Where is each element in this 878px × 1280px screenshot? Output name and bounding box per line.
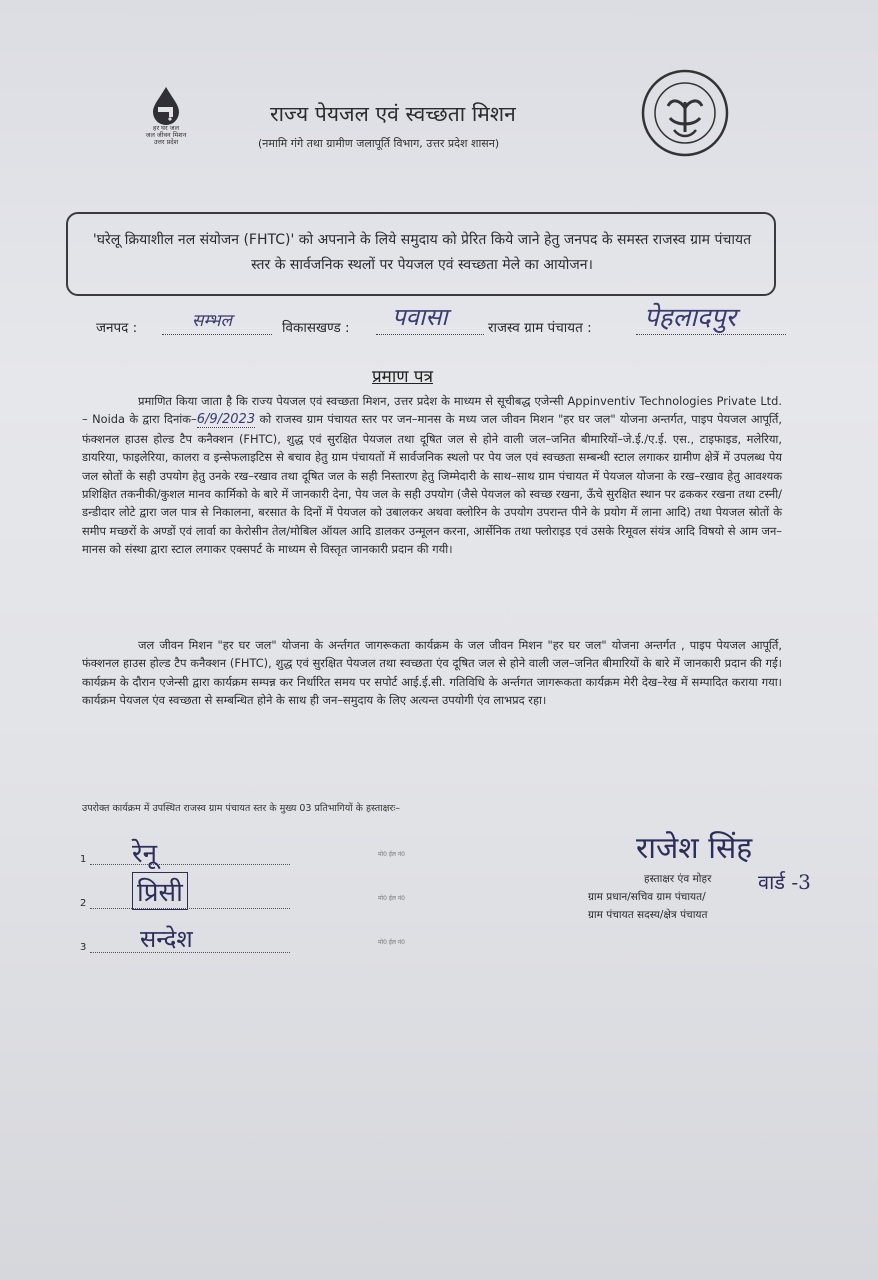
participants-intro: उपरोक्त कार्यक्रम में उपस्थित राजस्व ग्राम पंचायत स्तर के मुख्य 03 प्रतिभागियों के हस्ताक्षरः– xyxy=(82,803,400,814)
location-fields xyxy=(96,303,816,342)
certificate-title: प्रमाण पत्र xyxy=(372,367,433,387)
block-label: विकासखण्ड : xyxy=(282,320,350,336)
paragraph-1 xyxy=(82,392,782,559)
signatory-signature: राजेश सिंह xyxy=(636,831,753,866)
mobile-note: मो0 ईल नं0 xyxy=(378,895,405,902)
seal-icon xyxy=(640,68,730,158)
panchayat-value: पेहलादपुर xyxy=(644,303,737,333)
mobile-note: मो0 ईल नं0 xyxy=(378,939,405,946)
signature-seal-label: हस्ताक्षर एंव मोहर xyxy=(644,873,712,885)
har-ghar-jal-logo xyxy=(135,85,197,163)
district-value: सम्भल xyxy=(192,311,233,331)
ward-number: वार्ड -3 xyxy=(758,870,811,894)
participant-number: 3 xyxy=(80,942,87,953)
up-government-seal xyxy=(640,68,730,158)
participant-row xyxy=(80,839,440,872)
participant-signature: रेनू xyxy=(132,839,158,869)
logo-line-2: जल जीवन मिशन xyxy=(145,131,187,139)
participant-number: 1 xyxy=(80,854,87,865)
panchayat-label: राजस्व ग्राम पंचायत : xyxy=(488,320,592,336)
logo-line-3: उत्तर प्रदेश xyxy=(153,138,179,146)
water-drop-icon xyxy=(149,85,183,125)
block-value: पवासा xyxy=(392,303,448,331)
paragraph-1-rest: को राजस्व ग्राम पंचायत स्तर पर जन–मानस के मध्य जल जीवन मिशन "हर घर जल" योजना अन्तर्गत, पाइप पेयजल आपूर्ति, फंक्शनल हाउस होल्ड टैप कनैक्शन (FHTC), शुद्ध एवं सुरक्षित पेयजल तथा दूषित जल से होने वाली जल–जनित बीमारियों–जे.ई./ए.ई. एस., टाइफाइड, मलेरिया, डायरिया, फाइलेरिया, कालरा व इन्सेफलाइटिस से बचाव हेतु ग्राम पंचायतों में सार्वजनिक स्थलो पर पेय जल एवं स्वच्छता सम्बन्धी स्टाल लगाकर ग्रामीण क्षेत्रें में उपलब्ध पेय जल स्रोतों के सही उपयोग हेतु उनके रख–रखाव तथा दूषित जल के सही निस्तारण हेतु जिम्मेदारी के साथ–साथ ग्राम पंचायत में पेयजल योजना के रख–रखाव हेतु आवश्यक प्रशिक्षित तकनीकी/कुशल मानव कार्मिको के बारे में जानकारी देना, पेय जल के सही उपयोग (जैसे पेयजल को स्वच्छ रखना, ऊँचे सुरक्षित स्थान पर ढककर रखना तथा टस्नी/डन्डीदार लोटे द्वारा जल पात्र से निकालना, बरसात के दिनों में पेयजल को उबालकर अथवा क्लोरिन के उपयोग उपरान्त पीने के प्रयोग में लाना आदि) तथा पेयजल स्रोतों के समीप मच्छरों के अण्डों एवं लार्वा का केरोसीन तेल/मोबिल ऑयल आदि डालकर उन्मूलन करना, आर्सेनिक तथा फ्लोराइड एवं उसके रिमूवल संयंत्र आदि विषयो से आम जन–मानस को संस्था द्वारा स्टाल लगाकर एक्सपर्ट के माध्यम से विस्तृत जानकारी प्रदान की गयी। xyxy=(82,412,782,557)
event-date: 6/9/2023 xyxy=(196,412,256,428)
participant-number: 2 xyxy=(80,898,87,909)
paragraph-1-start: प्रमाणित किया जाता है कि राज्य पेयजल एवं स्वच्छता मिशन, उत्तर प्रदेश के माध्यम से सूचीबद्ध एजेन्सी Appinventiv Technologies Private Ltd. – Noida के द्वारा दिनांक– xyxy=(82,394,782,427)
paragraph-2: जल जीवन मिशन "हर घर जल" योजना के अर्न्तगत जागरूकता कार्यक्रम के जल जीवन मिशन "हर घर जल" योजना अन्तर्गत , पाइप पेयजल आपूर्ति, फंक्शनल हाउस होल्ड टैप कनैक्शन (FHTC), शुद्ध एवं सुरक्षित पेयजल तथा स्वच्छता एंव दूषित जल से होने वाली जल–जनित बीमारियों के बारे में जानकारी प्रदान की गई। कार्यक्रम के दौरान एजेन्सी द्वारा कार्यक्रम सम्पन्न कर निर्धारित समय पर सपोर्ट आई.ई.सी. गतिविधि के अर्न्तगत जागरूकता कार्यक्रम मेरी देख–रेख में सम्पादित कराया गया। कार्यक्रम पेयजल एंव स्वच्छता से सम्बन्धित होने के साथ ही जन–समुदाय के लिए अत्यन्त उपयोगी एंव लाभप्रद रहा। xyxy=(82,638,782,708)
mission-title: राज्य पेयजल एवं स्वच्छता मिशन xyxy=(270,102,516,126)
participant-row xyxy=(80,925,440,960)
district-label: जनपद : xyxy=(96,320,138,336)
participant-signature: प्रिसी xyxy=(132,872,188,910)
event-banner: 'घरेलू क्रियाशील नल संयोजन (FHTC)' को अपनाने के लिये समुदाय को प्रेरित किये जाने हेतु जनपद के समस्त राजस्व ग्राम पंचायत स्तर के सार्वजनिक स्थलों पर पेयजल एवं स्वच्छता मेले का आयोजन। xyxy=(66,212,776,296)
logo-line-1: हर घर जल xyxy=(153,124,179,132)
mission-subtitle: (नमामि गंगे तथा ग्रामीण जलापूर्ति विभाग, उत्तर प्रदेश शासन) xyxy=(258,137,500,150)
designation-line-1: ग्राम प्रधान/सचिव ग्राम पंचायत/ xyxy=(588,891,706,903)
participant-row xyxy=(80,878,440,916)
mobile-note: मो0 ईल नं0 xyxy=(378,851,405,858)
participant-signature: सन्देश xyxy=(140,925,193,953)
designation-line-2: ग्राम पंचायत सदस्य/क्षेत्र पंचायत xyxy=(588,909,708,921)
